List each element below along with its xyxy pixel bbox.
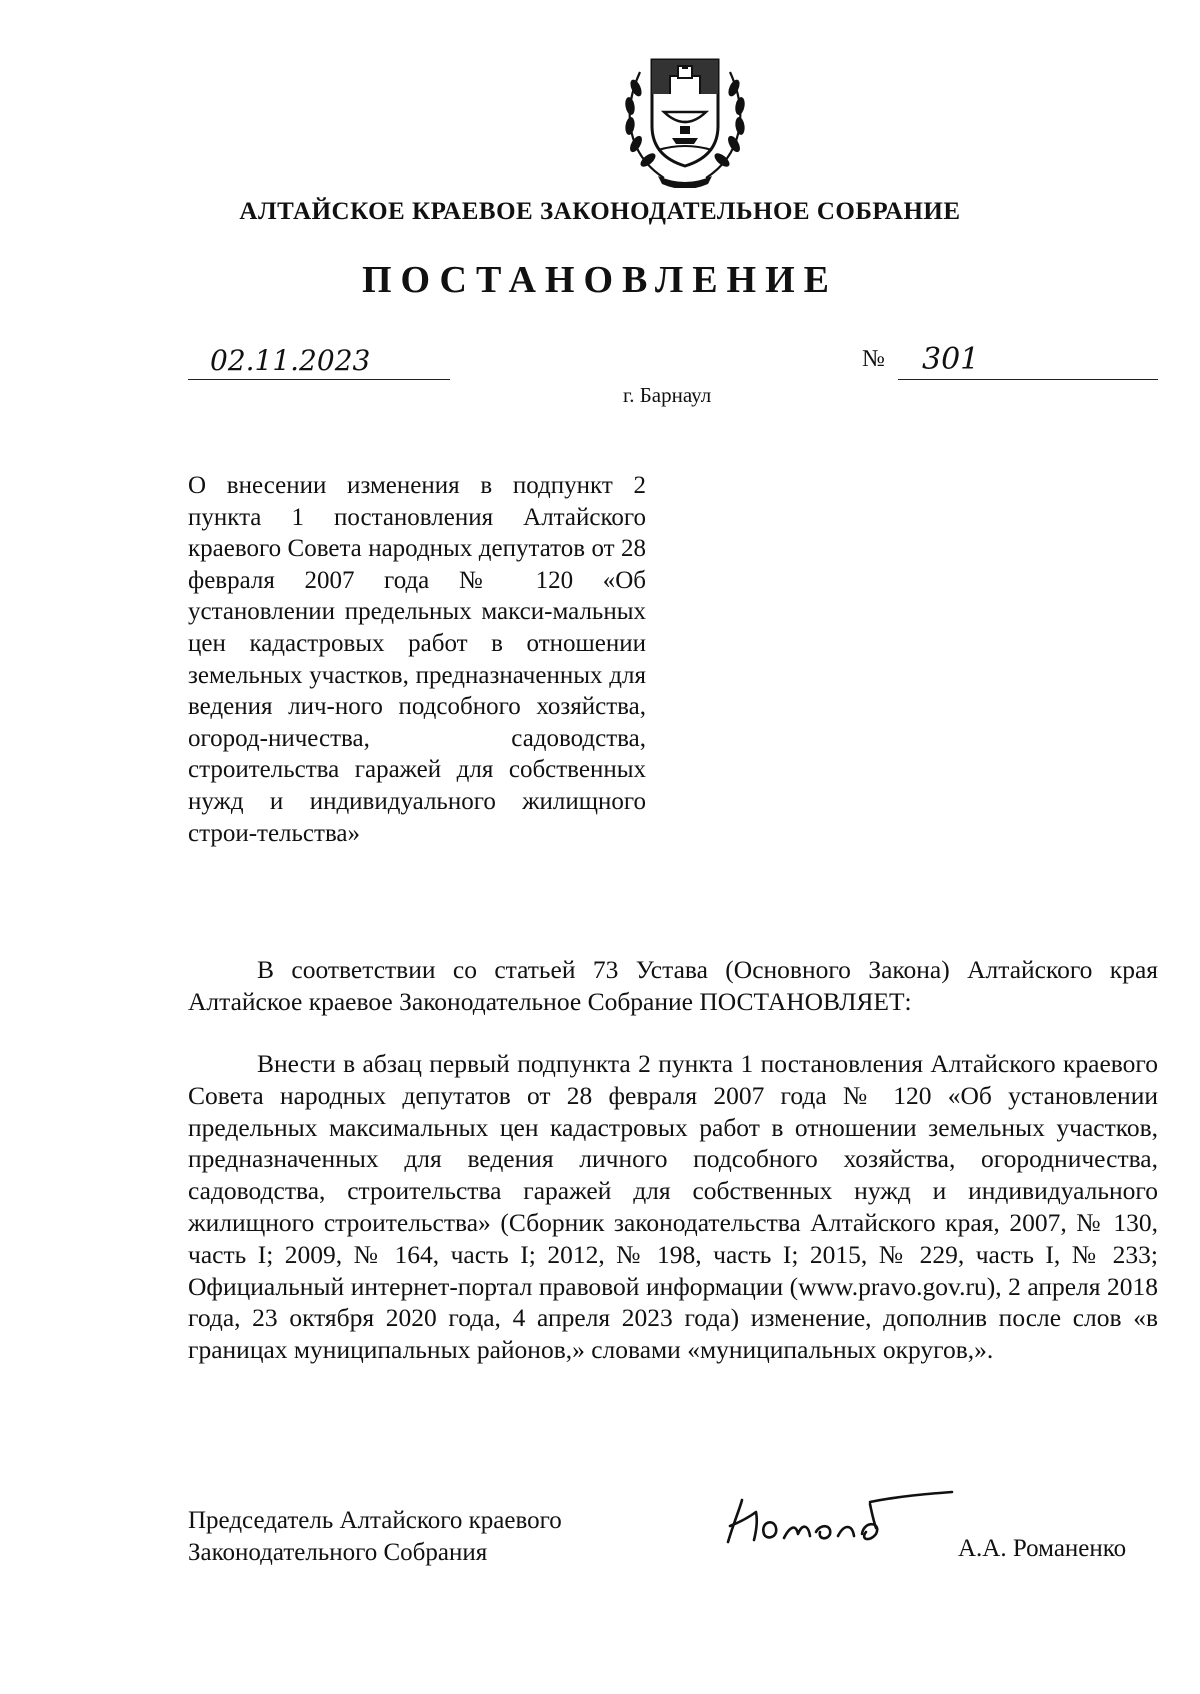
coat-of-arms-icon (612, 38, 758, 188)
handwritten-signature-icon (720, 1482, 960, 1554)
body-paragraph-1: В соответствии со статьей 73 Устава (Основного Закона) Алтайского края Алтайское краевое Законодательное Собрание ПОСТАНОВЛЯЕТ: (188, 955, 1158, 1016)
subject-block: О внесении изменения в подпункт 2 пункта 1 постановления Алтайского краевого Совета народных депутатов от 28 февраля 2007 года № 120 «Об установлении предельных макси-мальных цен кадастровых работ в отношении земельных участков, предназначенных для ведения лич-ного подсобного хозяйства, огород-ничества, садоводства, строительства гаражей для собственных нужд и индивидуального жилищного строи-тельства» (188, 472, 646, 847)
organization-name: АЛТАЙСКОЕ КРАЕВОЕ ЗАКОНОДАТЕЛЬНОЕ СОБРАНИЕ (239, 198, 961, 225)
document-type-title: ПОСТАНОВЛЕНИЕ (361, 259, 839, 301)
signer-position-line-2: Законодательного Собрания (188, 1539, 488, 1566)
number-label: № (862, 346, 885, 372)
city-line: г. Барнаул (623, 383, 712, 407)
signer-position-line-1: Председатель Алтайского краевого (188, 1507, 562, 1534)
number-field (898, 335, 1158, 380)
date-value: 02.11.2023 (210, 344, 371, 377)
body-paragraph-2: Внести в абзац первый подпункта 2 пункта 1 постановления Алтайского краевого Совета народных депутатов от 28 февраля 2007 года № 120 «Об установлении предельных максимальных цен кадастровых работ в отношении земельных участков, предназначенных для ведения личного подсобного хозяйства, огородничества, садоводства, строительства гаражей для собственных нужд и индивидуального жилищного строительства» (Сборник законодательства Алтайского края, 2007, № 130, часть I; 2009, № 164, часть I; 2012, № 198, часть I; 2015, № 229, часть I, № 233; Официальный интернет-портал правовой информации (www.pravo.gov.ru), 2 апреля 2018 года, 23 октября 2020 года, 4 апреля 2023 года) изменение, дополнив после слов «в границах муниципальных районов,» словами «муниципальных округов,». (188, 1049, 1158, 1365)
date-field (188, 335, 450, 380)
signer-name: А.А. Романенко (958, 1535, 1127, 1562)
signer-position (188, 1505, 562, 1569)
number-value: 301 (922, 342, 980, 377)
